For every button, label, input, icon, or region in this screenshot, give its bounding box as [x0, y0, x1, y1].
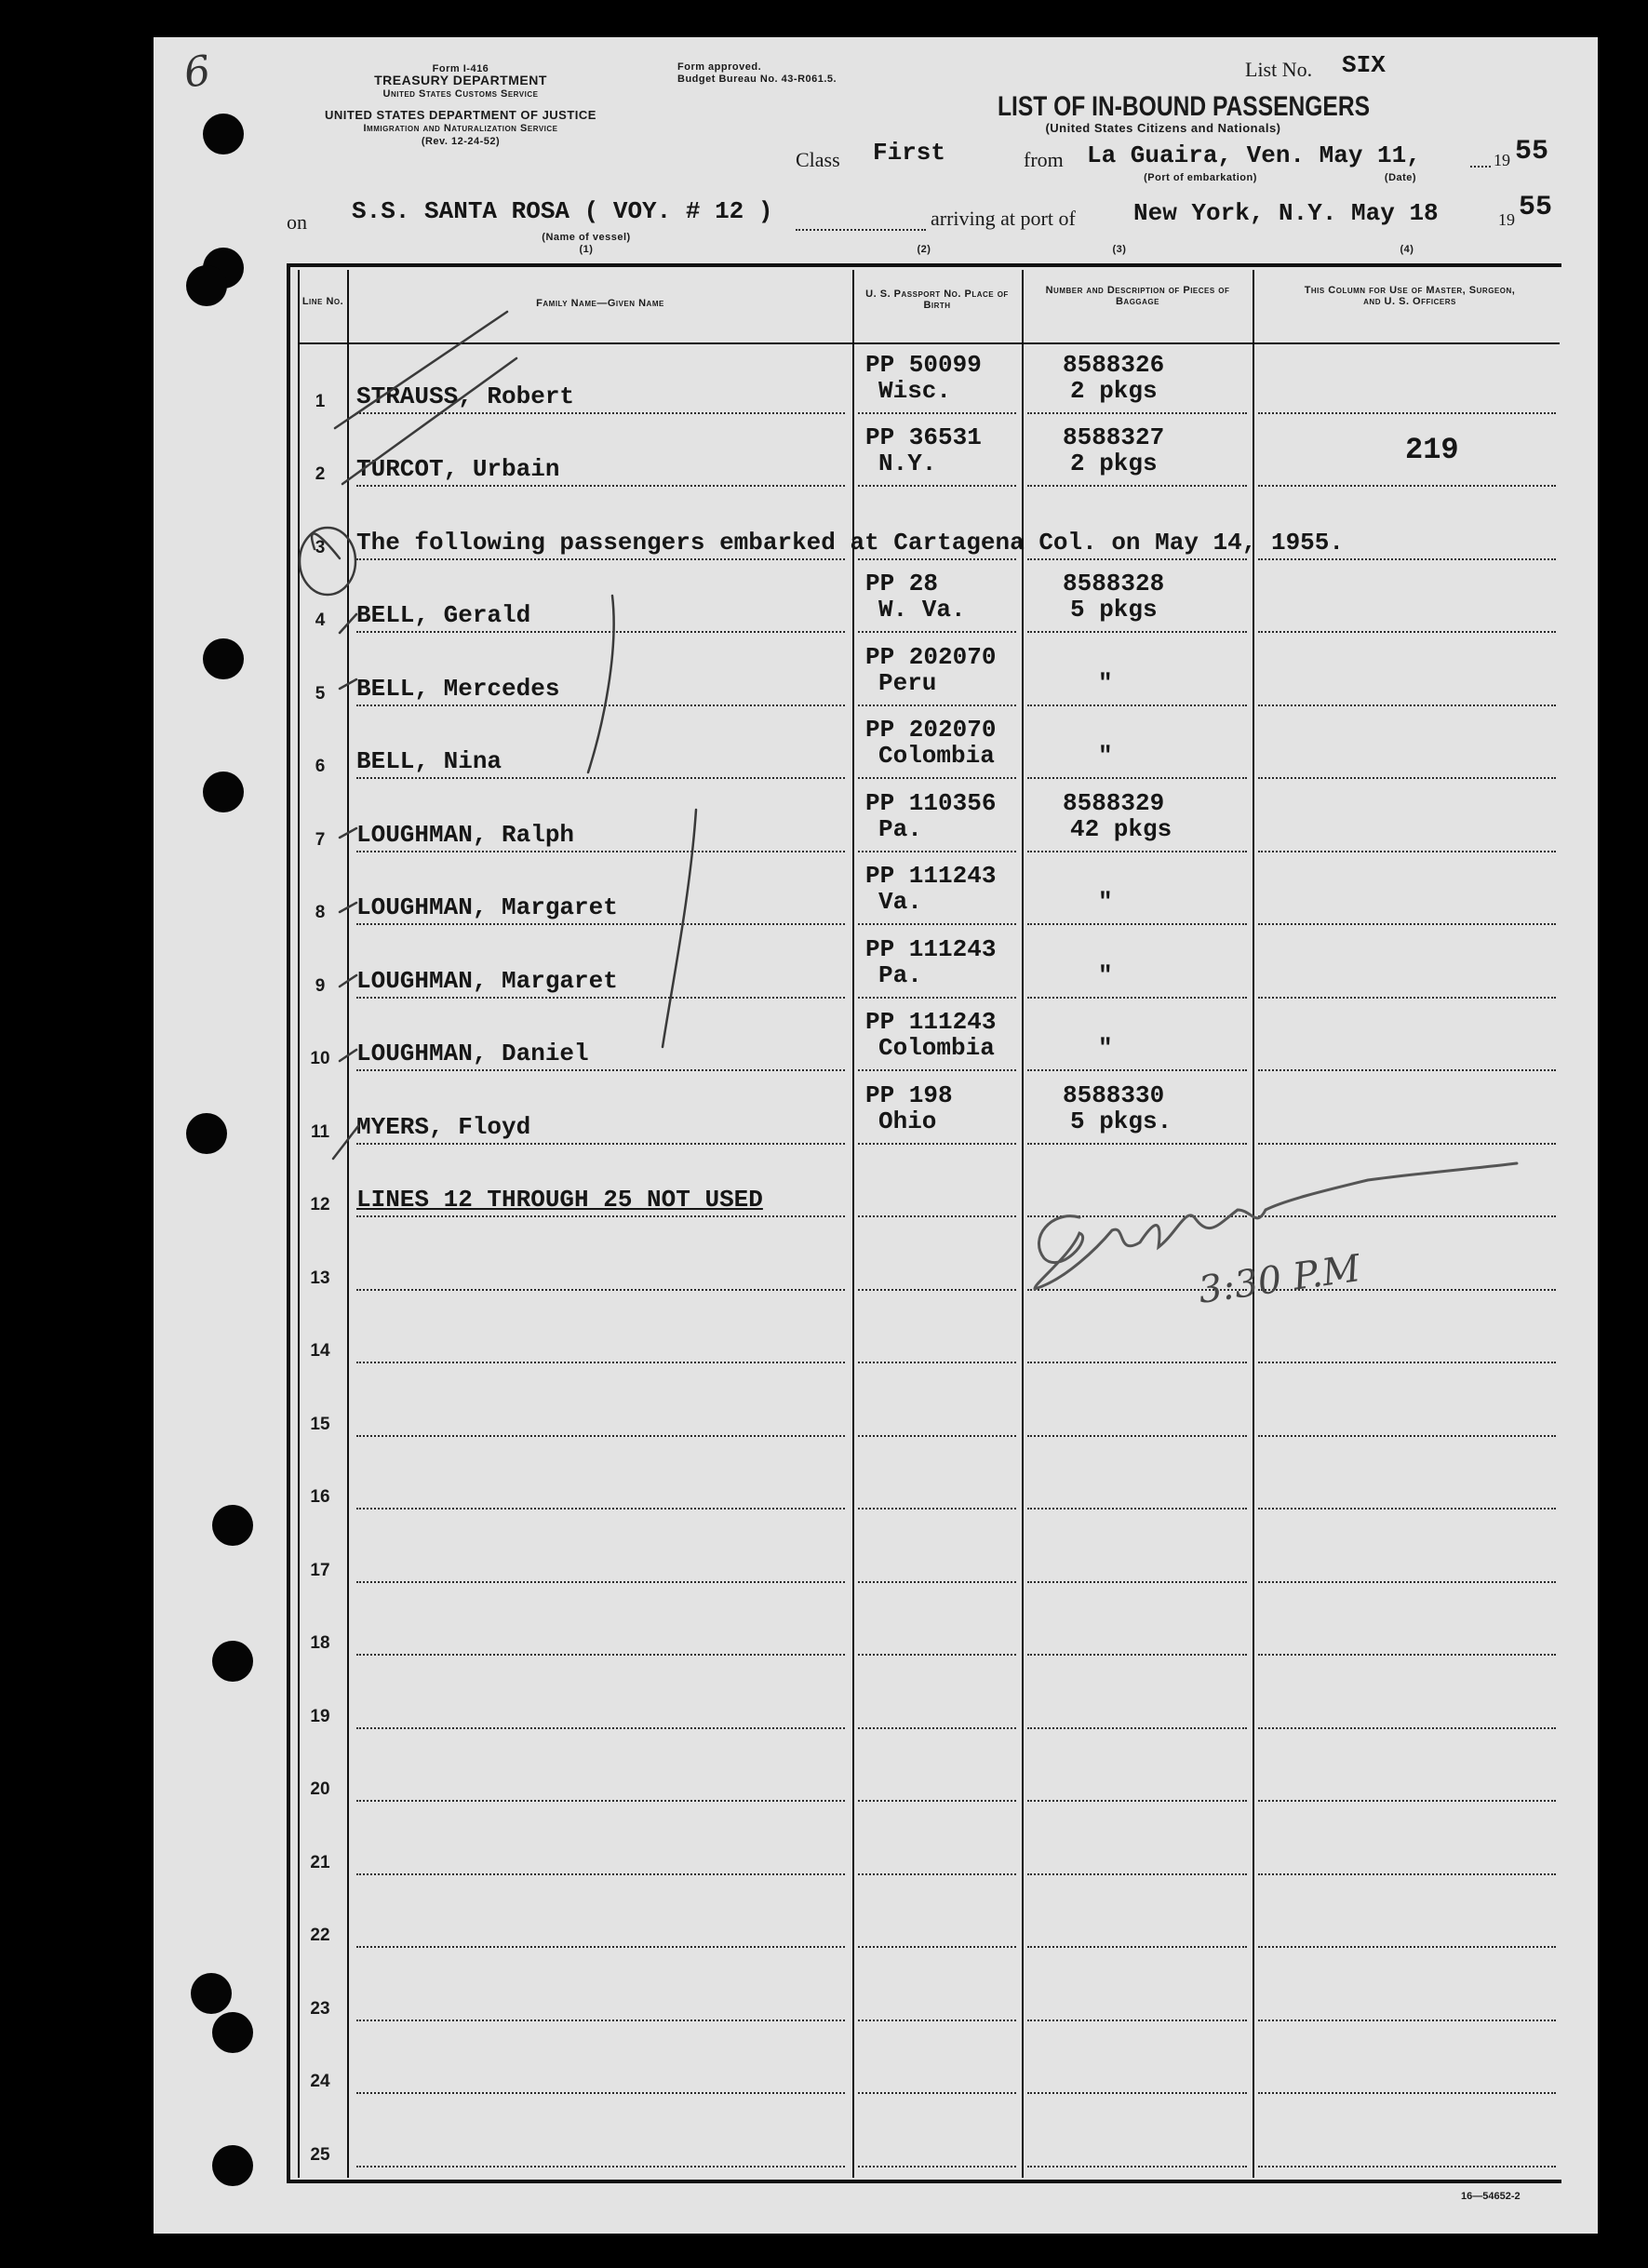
passenger-name: BELL, Mercedes [356, 674, 560, 703]
baggage-description: 5 pkgs. [1070, 1107, 1172, 1135]
arrival-year: 55 [1519, 192, 1553, 223]
revision-date: (Rev. 12-24-52) [421, 136, 501, 147]
line-number: 1 [315, 391, 326, 411]
checkmark-stroke [663, 810, 696, 1047]
arrival-value: New York, N.Y. May 18 [1133, 199, 1439, 227]
baggage-number: 8588326 [1063, 350, 1165, 379]
header-line-no: Line No. [301, 296, 344, 307]
birth-place: Wisc. [878, 376, 952, 405]
arriving-label: arriving at port of [931, 207, 1076, 230]
customs-service: United States Customs Service [382, 88, 539, 100]
passport-number: PP 198 [865, 1080, 953, 1109]
caption-2: (2) [917, 244, 931, 255]
passport-number: PP 110356 [865, 788, 997, 817]
checkmark-stroke [588, 596, 614, 772]
passport-number: PP 202070 [865, 716, 997, 744]
line-number: 5 [315, 683, 326, 704]
line-number: 14 [310, 1341, 330, 1361]
line-number: 25 [310, 2144, 330, 2165]
header-officers: This Column for Use of Master, Surgeon, and U. S. Officers [1304, 285, 1516, 307]
treasury-dept: TREASURY DEPARTMENT [374, 73, 547, 87]
line-number: 13 [310, 1268, 330, 1288]
line-number: 23 [310, 1998, 330, 2019]
passport-number: PP 50099 [865, 350, 982, 379]
checkmark-stroke [342, 358, 516, 484]
from-label: from [1024, 148, 1064, 171]
list-no-value: SIX [1342, 51, 1386, 79]
baggage-description: " [1098, 888, 1113, 916]
line-number: 20 [310, 1779, 330, 1799]
passenger-name: BELL, Gerald [356, 601, 531, 629]
header-passport: U. S. Passport No. Place of Birth [865, 289, 1009, 311]
baggage-number: 8588329 [1063, 788, 1165, 817]
baggage-description: " [1098, 742, 1113, 770]
baggage-description: 5 pkgs [1070, 596, 1158, 624]
port-embark-caption: (Port of embarkation) [1144, 172, 1257, 183]
checkmark-stroke [340, 903, 356, 912]
line-number: 9 [315, 975, 326, 996]
list-no-label: List No. [1245, 58, 1313, 81]
passport-number: PP 111243 [865, 934, 997, 963]
line-number: 12 [310, 1195, 330, 1215]
on-label: on [287, 210, 307, 234]
passenger-name: LOUGHMAN, Margaret [356, 893, 618, 921]
date-caption: (Date) [1384, 172, 1417, 183]
birth-place: Pa. [878, 814, 922, 843]
from-value: La Guaira, Ven. May 11, [1087, 141, 1421, 169]
passenger-name: TURCOT, Urbain [356, 455, 560, 483]
passport-number: PP 28 [865, 570, 939, 597]
checkmark-stroke [340, 975, 356, 986]
baggage-description: 2 pkgs [1070, 450, 1158, 477]
line-number: 16 [310, 1487, 330, 1507]
checkmark-stroke [340, 679, 356, 689]
line-number: 19 [310, 1706, 330, 1726]
checkmark-stroke [340, 1050, 356, 1061]
checkmark-stroke [340, 828, 356, 838]
line-number: 17 [310, 1560, 330, 1580]
baggage-description: " [1098, 668, 1113, 697]
embark-note: The following passengers embarked at Cartagena Col. on May 14, 1955. [356, 528, 1344, 557]
from-year-prefix: 19 [1494, 151, 1510, 169]
passenger-name: LOUGHMAN, Ralph [356, 820, 575, 849]
lines-not-used-note: LINES 12 THROUGH 25 NOT USED [356, 1186, 763, 1214]
birth-place: Ohio [878, 1107, 937, 1135]
header-name: Family Name—Given Name [536, 298, 664, 309]
passenger-name: MYERS, Floyd [356, 1112, 531, 1141]
line-number: 8 [315, 903, 326, 922]
baggage-description: 42 pkgs [1070, 814, 1172, 843]
line-number: 3 [315, 537, 326, 557]
birth-place: Colombia [878, 742, 995, 770]
header-baggage: Number and Description of Pieces of Baggage [1045, 285, 1230, 307]
birth-place: W. Va. [878, 596, 966, 624]
form-approved: Form approved. [677, 61, 762, 73]
baggage-description: 2 pkgs [1070, 376, 1158, 405]
passport-number: PP 202070 [865, 642, 997, 671]
officer-note: 219 [1405, 433, 1459, 467]
class-label: Class [796, 148, 840, 171]
line-number: 24 [310, 2072, 330, 2091]
ins-service: Immigration and Naturalization Service [363, 123, 558, 134]
passenger-name: LOUGHMAN, Margaret [356, 966, 618, 995]
passport-number: PP 36531 [865, 423, 982, 451]
passenger-name: STRAUSS, Robert [356, 382, 575, 410]
baggage-description: " [1098, 960, 1113, 989]
line-number: 7 [315, 829, 326, 850]
line-number: 21 [310, 1852, 330, 1872]
passport-number: PP 111243 [865, 1008, 997, 1036]
birth-place: N.Y. [878, 450, 937, 477]
passenger-name: BELL, Nina [356, 747, 502, 775]
caption-3: (3) [1112, 244, 1127, 255]
line-number: 6 [315, 757, 326, 776]
birth-place: Pa. [878, 960, 922, 989]
line-number: 18 [310, 1633, 330, 1653]
class-value: First [873, 139, 946, 167]
line-number: 22 [310, 1926, 330, 1945]
birth-place: Peru [878, 668, 937, 697]
birth-place: Va. [878, 888, 922, 916]
form-title: LIST OF IN-BOUND PASSENGERS [998, 91, 1371, 122]
line-number: 2 [315, 464, 326, 484]
form-number: Form I-416 [432, 63, 489, 74]
line-3-circle [300, 528, 355, 595]
checkmark-stroke [312, 533, 340, 558]
caption-1: (1) [579, 244, 594, 255]
form-subtitle: (United States Citizens and Nationals) [1045, 121, 1281, 135]
baggage-number: 8588330 [1063, 1080, 1165, 1109]
checkmark-stroke [333, 1126, 358, 1159]
baggage-description: " [1098, 1034, 1113, 1062]
passport-number: PP 111243 [865, 862, 997, 890]
checkmark-stroke [335, 312, 507, 428]
caption-4: (4) [1400, 244, 1414, 255]
line-number: 11 [310, 1121, 330, 1142]
passenger-name: LOUGHMAN, Daniel [356, 1040, 589, 1067]
baggage-number: 8588327 [1063, 423, 1165, 451]
birth-place: Colombia [878, 1034, 995, 1062]
budget-bureau: Budget Bureau No. 43-R061.5. [677, 74, 837, 85]
checkmark-stroke [340, 614, 356, 633]
signature-time: 3:30 P.M [1195, 1246, 1363, 1312]
vessel-caption: (Name of vessel) [542, 232, 631, 243]
line-number: 4 [315, 611, 326, 630]
baggage-number: 8588328 [1063, 570, 1165, 597]
justice-dept: UNITED STATES DEPARTMENT OF JUSTICE [325, 108, 596, 122]
footer-code: 16—54652-2 [1461, 2191, 1521, 2202]
line-number: 15 [310, 1414, 330, 1434]
arrival-year-prefix: 19 [1498, 210, 1515, 229]
vessel-name: S.S. SANTA ROSA ( VOY. # 12 ) [352, 197, 773, 225]
corner-mark: 6 [181, 47, 214, 98]
line-number: 10 [310, 1049, 330, 1068]
from-year: 55 [1515, 136, 1549, 168]
